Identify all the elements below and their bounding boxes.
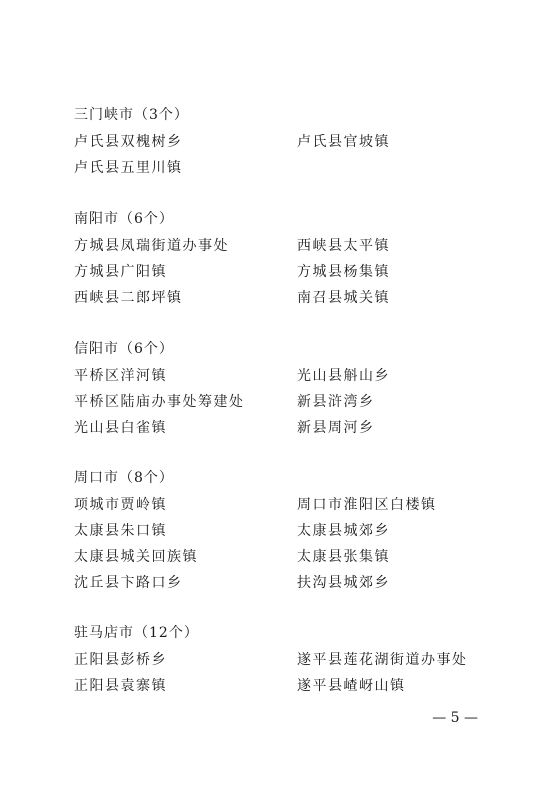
location-name: 太康县城关回族镇 bbox=[74, 549, 198, 565]
list-row bbox=[74, 673, 514, 699]
list-row bbox=[74, 155, 514, 181]
location-name: 正阳县袁寨镇 bbox=[74, 678, 167, 694]
section-xinyang bbox=[74, 338, 514, 441]
location-name: 南召县城关镇 bbox=[297, 290, 390, 306]
location-name: 平桥区洋河镇 bbox=[74, 368, 167, 384]
location-list bbox=[74, 129, 514, 181]
list-row bbox=[74, 415, 514, 441]
location-name: 卢氏县五里川镇 bbox=[74, 160, 183, 176]
section-nanyang bbox=[74, 208, 514, 311]
location-name: 太康县朱口镇 bbox=[74, 523, 167, 539]
list-row bbox=[74, 647, 514, 673]
location-name: 太康县张集镇 bbox=[297, 549, 390, 565]
page-number: — 5 — bbox=[432, 710, 478, 726]
location-list bbox=[74, 233, 514, 311]
location-name: 扶沟县城郊乡 bbox=[297, 575, 390, 591]
list-row bbox=[74, 544, 514, 570]
location-name bbox=[297, 155, 514, 181]
list-row bbox=[74, 570, 514, 596]
section-zhoukou bbox=[74, 467, 514, 596]
list-row bbox=[74, 492, 514, 518]
location-list bbox=[74, 647, 514, 699]
list-row bbox=[74, 389, 514, 415]
location-name: 正阳县彭桥乡 bbox=[74, 652, 167, 668]
section-title: 信阳市（6个） bbox=[74, 341, 174, 357]
location-name: 沈丘县卞路口乡 bbox=[74, 575, 183, 591]
list-row bbox=[74, 259, 514, 285]
location-name: 光山县白雀镇 bbox=[74, 420, 167, 436]
list-row bbox=[74, 129, 514, 155]
location-name: 项城市贾岭镇 bbox=[74, 497, 167, 513]
location-name: 西峡县二郎坪镇 bbox=[74, 290, 183, 306]
section-title: 南阳市（6个） bbox=[74, 211, 174, 227]
list-row bbox=[74, 518, 514, 544]
section-title: 驻马店市（12个） bbox=[74, 625, 199, 641]
location-name: 太康县城郊乡 bbox=[297, 523, 390, 539]
location-name: 光山县斛山乡 bbox=[297, 368, 390, 384]
section-title: 三门峡市（3个） bbox=[74, 107, 189, 123]
location-name: 卢氏县官坡镇 bbox=[297, 134, 390, 150]
location-name: 卢氏县双槐树乡 bbox=[74, 134, 183, 150]
location-list bbox=[74, 492, 514, 596]
location-name: 方城县凤瑞街道办事处 bbox=[74, 238, 229, 254]
location-name: 方城县杨集镇 bbox=[297, 264, 390, 280]
location-list bbox=[74, 363, 514, 441]
location-name: 方城县广阳镇 bbox=[74, 264, 167, 280]
section-zhumadian bbox=[74, 622, 514, 699]
list-row bbox=[74, 363, 514, 389]
location-name: 新县周河乡 bbox=[297, 420, 375, 436]
location-name: 周口市淮阳区白楼镇 bbox=[297, 497, 437, 513]
location-name: 遂平县莲花湖街道办事处 bbox=[297, 652, 468, 668]
location-name: 新县浒湾乡 bbox=[297, 394, 375, 410]
location-name: 西峡县太平镇 bbox=[297, 238, 390, 254]
section-title: 周口市（8个） bbox=[74, 470, 174, 486]
list-row bbox=[74, 233, 514, 259]
location-name: 遂平县嵖岈山镇 bbox=[297, 678, 406, 694]
section-sanmenxia bbox=[74, 104, 514, 181]
location-name: 平桥区陆庙办事处筹建处 bbox=[74, 394, 245, 410]
list-row bbox=[74, 285, 514, 311]
